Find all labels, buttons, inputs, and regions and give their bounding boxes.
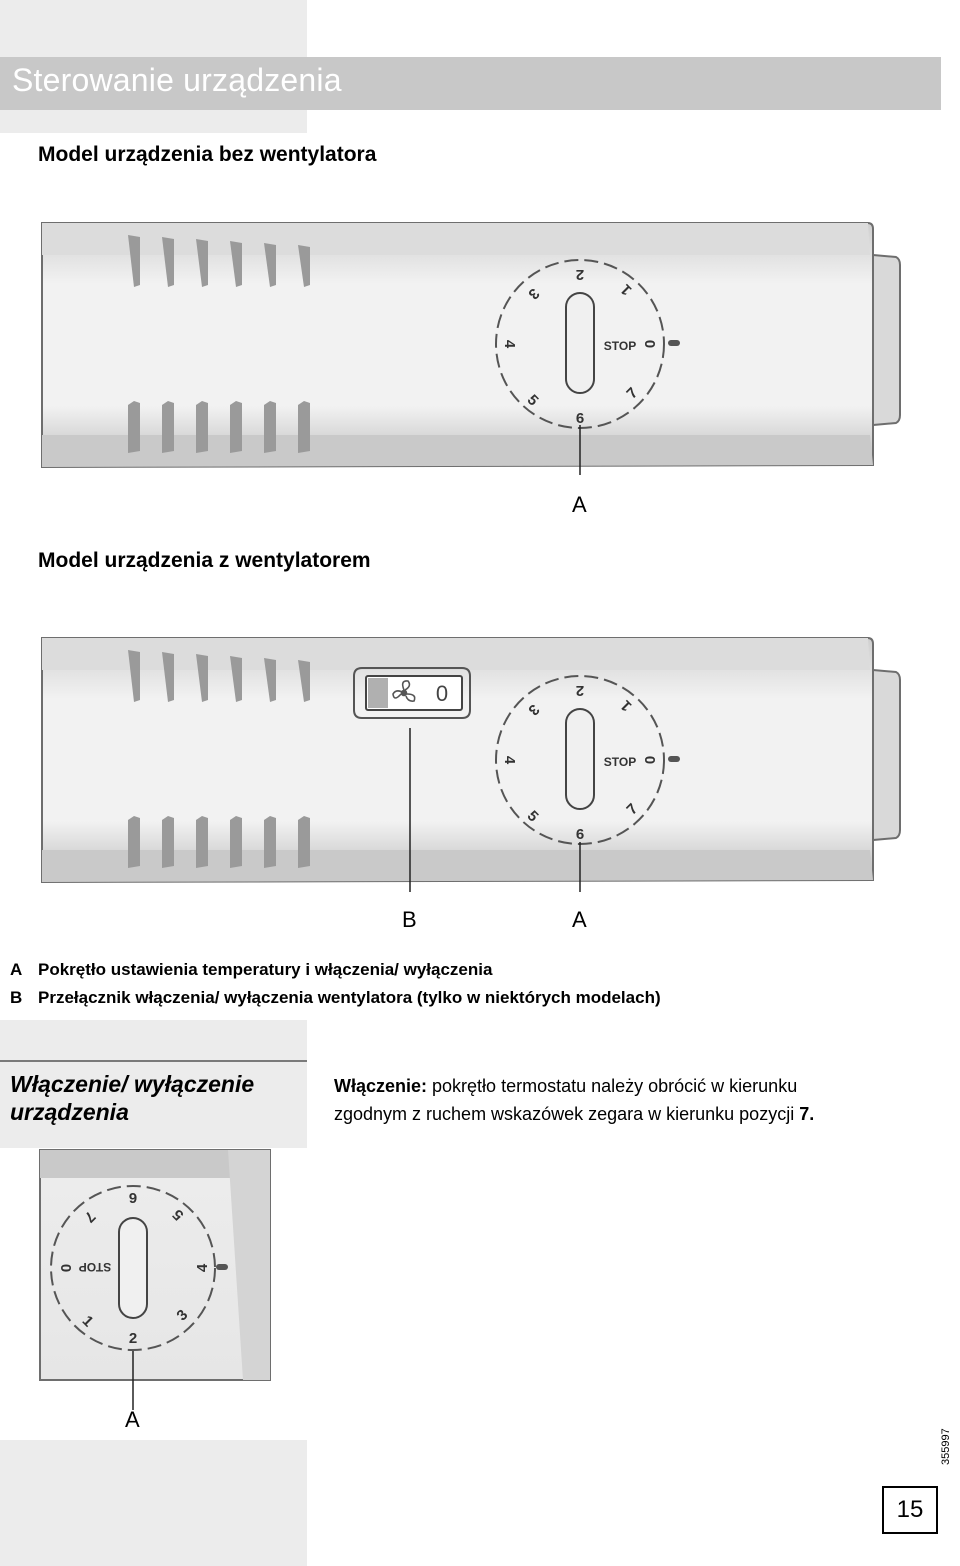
dial-number: 5	[523, 807, 542, 826]
label-a-panel-3: A	[125, 1407, 140, 1432]
dial-number: 5	[169, 1205, 188, 1224]
legend-item-a	[10, 960, 492, 980]
control-panel-no-fan	[38, 215, 908, 475]
dial-number: 7	[80, 1207, 99, 1226]
legend-text: Przełącznik włączenia/ wyłączenia wentylatora (tylko w niektórych modelach)	[38, 988, 661, 1007]
dial-number: 4	[194, 1263, 211, 1273]
dial-number: 0	[642, 755, 659, 765]
label-b-panel-2: B	[402, 907, 417, 932]
dial-number: 3	[524, 700, 543, 719]
left-strip-bottom	[0, 1440, 307, 1566]
dial-number: 3	[173, 1306, 192, 1325]
model-no-fan-title: Model urządzenia bez wentylatora	[38, 143, 377, 166]
fan-switch-value: 0	[435, 681, 449, 706]
legend-key: B	[10, 988, 23, 1007]
label-a-panel-2: A	[572, 907, 587, 932]
dial-number: 5	[523, 391, 542, 410]
body-lead: Włączenie:	[334, 1076, 428, 1096]
dial-number: 7	[623, 800, 642, 819]
dial-number: 2	[575, 266, 585, 283]
dial-stop-label: STOP	[78, 1260, 112, 1274]
dial-rotated-panel	[38, 1148, 278, 1413]
control-panel-with-fan	[38, 632, 908, 892]
body-line-2: zgodnym z ruchem wskazówek zegara w kierunku pozycji	[334, 1104, 800, 1124]
legend-item-b	[10, 988, 661, 1008]
page-title: Sterowanie urządzenia	[12, 62, 342, 98]
legend-text: Pokrętło ustawienia temperatury i włączenia/ wyłączenia	[38, 960, 493, 979]
section-body	[334, 1072, 924, 1128]
dial-number: 0	[57, 1263, 74, 1273]
dial-number: 4	[501, 755, 518, 765]
label-a-panel-1: A	[572, 492, 587, 517]
fan-switch[interactable]	[354, 668, 470, 718]
legend-key: A	[10, 960, 23, 979]
dial-number: 0	[642, 339, 659, 349]
section-title: Włączenie/ wyłączenie urządzenia	[10, 1071, 255, 1125]
dial-number: 7	[623, 384, 642, 403]
dial-number: 6	[128, 1189, 138, 1206]
dial-number: 4	[501, 339, 518, 349]
dial-number: 3	[524, 284, 543, 303]
dial-stop-label: STOP	[603, 339, 637, 353]
body-line-1: pokrętło termostatu należy obrócić w kierunku	[427, 1076, 798, 1096]
page-number: 15	[882, 1486, 938, 1534]
document-code: 355997	[940, 1428, 952, 1465]
body-end: 7.	[799, 1104, 815, 1124]
dial-stop-label: STOP	[603, 755, 637, 769]
model-with-fan-title: Model urządzenia z wentylatorem	[38, 549, 371, 572]
dial-number: 6	[575, 826, 585, 843]
dial-number: 2	[128, 1330, 138, 1347]
dial-number: 6	[575, 410, 585, 427]
dial-number: 1	[617, 280, 636, 299]
dial-number: 1	[617, 696, 636, 715]
dial-number: 2	[575, 682, 585, 699]
dial-number: 1	[78, 1312, 97, 1331]
section-rule	[0, 1060, 307, 1062]
